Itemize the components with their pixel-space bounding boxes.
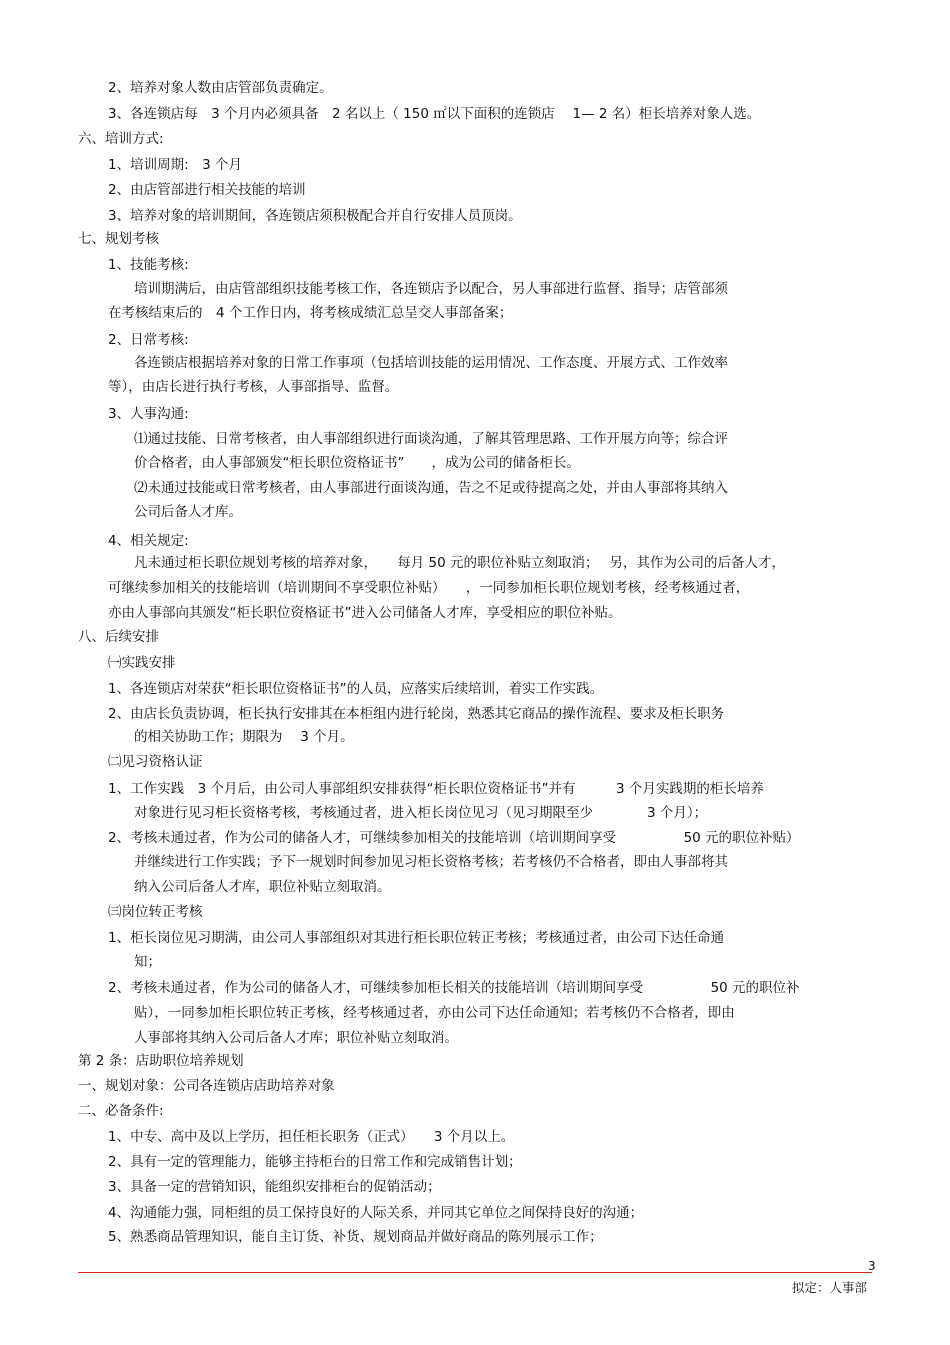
text-line: 5、熟悉商品管理知识，能自主订货、补货、规划商品并做好商品的陈列展示工作； [108,1229,603,1245]
footer-note: 拟定：人事部 [792,1280,868,1295]
subsection-heading: ㈡见习资格认证 [108,754,203,770]
section-heading: 八、后续安排 [78,629,159,645]
text-line: 价合格者，由人事部颁发“柜长职位资格证书” ，成为公司的储备柜长。 [134,455,580,471]
text-line: 等），由店长进行执行考核，人事部指导、监督。 [108,379,399,395]
text-line: 3、人事沟通: [108,406,189,422]
footer-divider [78,1272,872,1273]
text-line: 培训期满后，由店管部组织技能考核工作，各连锁店予以配合，另人事部进行监督、指导；店管部须 [134,281,728,297]
text-line: 1、中专、高中及以上学历，担任柜长职务（正式） 3 个月以上。 [108,1129,515,1145]
text-line: 1、柜长岗位见习期满，由公司人事部组织对其进行柜长职位转正考核；考核通过者，由公司下达任命通 [108,930,725,946]
text-line: 在考核结束后的 4 个工作日内，将考核成绩汇总呈交人事部备案； [108,305,513,321]
text-line: 可继续参加相关的技能培训（培训期间不享受职位补贴） ，一同参加柜长职位规划考核，经考核通过者， [108,580,750,596]
text-line: 2、培养对象人数由店管部负责确定。 [108,80,333,96]
text-line: 3、培养对象的培训期间，各连锁店须积极配合并自行安排人员顶岗。 [108,208,522,224]
text-line: 对象进行见习柜长资格考核，考核通过者，进入柜长岗位见习（见习期限至少 3 个月）； [134,805,708,821]
text-line: 1、各连锁店对荣获“柜长职位资格证书”的人员，应落实后续培训，着实工作实践。 [108,681,604,697]
text-line: 纳入公司后备人才库，职位补贴立刻取消。 [134,879,391,895]
text-line: 并继续进行工作实践；予下一规划时间参加见习柜长资格考核；若考核仍不合格者，即由人事部将其 [134,854,728,870]
section-heading: 七、规划考核 [78,231,159,247]
page-number: 3 [868,1259,876,1273]
text-line: 贴），一同参加柜长职位转正考核，经考核通过者，亦由公司下达任命通知；若考核仍不合格者，即由 [134,1005,735,1021]
text-line: 人事部将其纳入公司后备人才库；职位补贴立刻取消。 [134,1030,458,1046]
text-line: 2、具有一定的管理能力，能够主持柜台的日常工作和完成销售计划； [108,1154,522,1170]
text-line: 2、日常考核: [108,332,189,348]
text-line: 2、由店管部进行相关技能的培训 [108,182,306,198]
text-line: 2、考核未通过者，作为公司的储备人才，可继续参加柜长相关的技能培训（培训期间享受 50 元的职位补 [108,980,800,996]
section-heading: 一、规划对象：公司各连锁店店助培养对象 [78,1078,335,1094]
text-line: 凡未通过柜长职位规划考核的培养对象， 每月 50 元的职位补贴立刻取消； 另，其作为公司的后备人才， [134,555,786,571]
section-heading: 六、培训方式: [78,131,164,147]
section-heading: 二、必备条件: [78,1103,164,1119]
text-line: 4、相关规定: [108,533,189,549]
text-line: 1、工作实践 3 个月后，由公司人事部组织安排获得“柜长职位资格证书”并有 3 个月实践期的柜长培养 [108,781,764,797]
text-line: 3、各连锁店每 3 个月内必须具备 2 名以上（ 150 ㎡以下面积的连锁店 1— 2 名）柜长培养对象人选。 [108,106,761,122]
article-heading: 第 2 条：店助职位培养规划 [78,1053,244,1069]
text-line: 公司后备人才库。 [134,504,242,520]
text-line: 知； [134,954,161,970]
text-line: 3、具备一定的营销知识，能组织安排柜台的促销活动； [108,1179,441,1195]
text-line: 2、考核未通过者，作为公司的储备人才，可继续参加相关的技能培训（培训期间享受 50 元的职位补贴） [108,830,800,846]
text-line: ⑵未通过技能或日常考核者，由人事部进行面谈沟通，告之不足或待提高之处，并由人事部将其纳入 [134,480,728,496]
subsection-heading: ㈠实践安排 [108,655,176,671]
text-line: 各连锁店根据培养对象的日常工作事项（包括培训技能的运用情况、工作态度、开展方式、工作效率 [134,355,728,371]
text-line: 1、培训周期: 3 个月 [108,157,243,173]
text-line: ⑴通过技能、日常考核者，由人事部组织进行面谈沟通，了解其管理思路、工作开展方向等；综合评 [134,431,728,447]
text-line: 4、沟通能力强，同柜组的员工保持良好的人际关系，并同其它单位之间保持良好的沟通； [108,1205,644,1221]
text-line: 1、技能考核: [108,257,189,273]
subsection-heading: ㈢岗位转正考核 [108,904,203,920]
text-line: 亦由人事部向其颁发“柜长职位资格证书”进入公司储备人才库，享受相应的职位补贴。 [108,605,622,621]
text-line: 的相关协助工作；期限为 3 个月。 [134,729,354,745]
text-line: 2、由店长负责协调，柜长执行安排其在本柜组内进行轮岗，熟悉其它商品的操作流程、要求及柜长职务 [108,706,725,722]
